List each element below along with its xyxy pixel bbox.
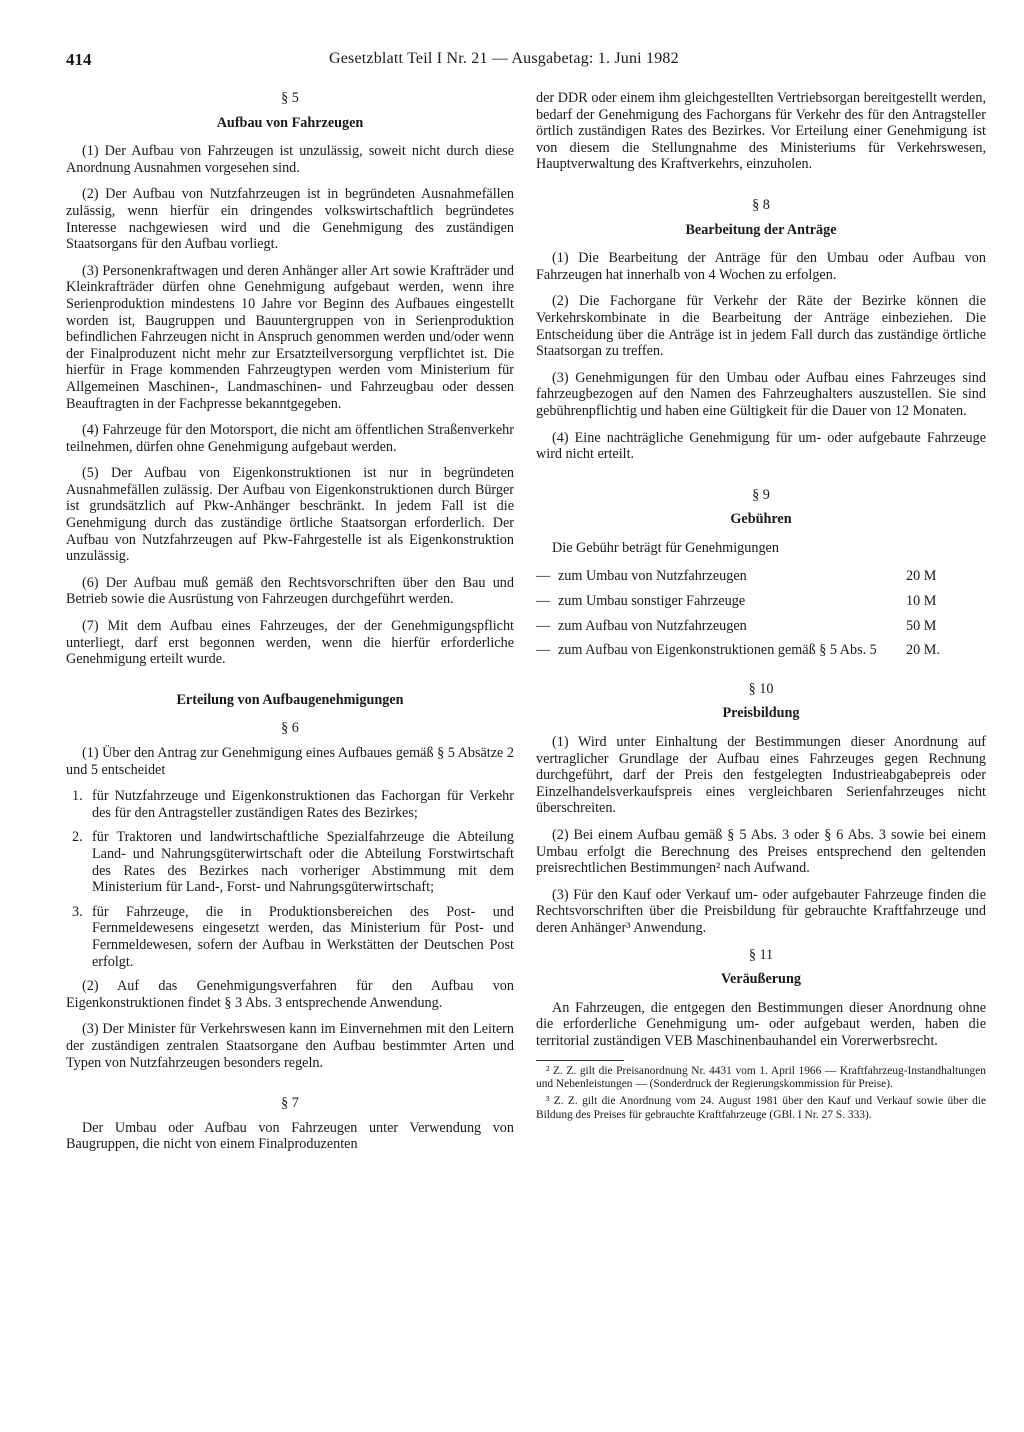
section-number: § 9 <box>752 486 770 503</box>
list-text: für Traktoren und landwirtschaftliche Spezialfahrzeuge die Abteilung Land- und Nahrungsgüterwirtschaft oder die Abteilung Forstwirtschaft des Rates des Bezirkes nach vorheriger Abstimmung mit dem Ministerium für Land-, Forst- und Nahrungsgüterwirtschaft; <box>92 829 514 896</box>
fee-row <box>536 618 986 635</box>
fee-row <box>536 568 986 585</box>
page-header <box>66 50 980 76</box>
fee-label: zum Umbau von Nutzfahrzeugen <box>558 568 747 585</box>
page-number: 414 <box>66 50 92 69</box>
section-title: Bearbeitung der Anträge <box>685 221 837 238</box>
paragraph: (2) Bei einem Aufbau gemäß § 5 Abs. 3 oder § 6 Abs. 3 sowie bei einem Umbau erfolgt die Berechnung des Preises entsprechend den geltenden preisrechtlichen Bestimmungen² nach Aufwand. <box>536 827 986 877</box>
fee-amount: 20 M. <box>906 642 940 659</box>
list-number: 1. <box>72 788 83 805</box>
footnote-divider <box>536 1060 624 1061</box>
list-item <box>66 788 514 821</box>
footnote: ³ Z. Z. gilt die Anordnung vom 24. August 1981 über den Kauf und Verkauf sowie über die Bildung des Preises für gebrauchte Kraftfahrzeuge (GBl. I Nr. 27 S. 333). <box>536 1095 986 1121</box>
section-title: Gebühren <box>730 511 792 528</box>
section-number: § 5 <box>281 90 299 106</box>
paragraph: An Fahrzeugen, die entgegen den Bestimmungen dieser Anordnung ohne die erforderliche Genehmigung um- oder aufgebaut werden, haben die territorial zuständigen VEB Maschinenbauhandel ein Vorerwerbsrecht. <box>536 999 986 1049</box>
running-title: Gesetzblatt Teil I Nr. 21 — Ausgabetag: 1. Juni 1982 <box>329 50 679 67</box>
fee-row <box>536 593 986 610</box>
section-number: § 7 <box>281 1095 299 1112</box>
paragraph: (2) Auf das Genehmigungsverfahren für den Aufbau von Eigenkonstruktionen findet § 3 Abs. 3 entsprechende Anwendung. <box>66 978 514 1011</box>
fee-label: zum Aufbau von Nutzfahrzeugen <box>558 617 747 634</box>
list-text: für Nutzfahrzeuge und Eigenkonstruktionen das Fachorgan für Verkehr des für den Antragsteller zuständigen Rates des Bezirkes; <box>92 788 514 821</box>
paragraph: (3) Genehmigungen für den Umbau oder Aufbau eines Fahrzeuges sind fahrzeugbezogen auf den Namen des Fahrzeughalters auszustellen. Sie sind gebührenpflichtig und haben eine Gültigkeit für die Dauer von 12 Monaten. <box>536 369 986 419</box>
paragraph: (4) Fahrzeuge für den Motorsport, die nicht am öffentlichen Straßenverkehr teilnehmen, dürfen ohne Genehmigung aufgebaut werden. <box>66 422 514 455</box>
left-column <box>66 90 514 1163</box>
list-text: für Fahrzeuge, die in Produktionsbereichen des Post- und Fernmeldewesens eingesetzt werden, das Ministerium für Post- und Fernmeldewesen, sofern der Aufbau in Werkstätten der Deutschen Post erfolgt. <box>92 903 514 970</box>
paragraph: (1) Über den Antrag zur Genehmigung eines Aufbaues gemäß § 5 Absätze 2 und 5 entscheidet <box>66 745 514 778</box>
list-number: 2. <box>72 829 83 846</box>
footnote: ² Z. Z. gilt die Preisanordnung Nr. 4431 vom 1. April 1966 — Kraftfahrzeug-Instandhaltungen und Nebenleistungen — (Sonderdruck der Regierungskommission für Preise). <box>536 1064 986 1090</box>
section-title: Aufbau von Fahrzeugen <box>216 114 364 131</box>
paragraph: Der Umbau oder Aufbau von Fahrzeugen unter Verwendung von Baugruppen, die nicht von einem Finalproduzenten <box>66 1119 514 1153</box>
fee-label: zum Umbau sonstiger Fahrzeuge <box>558 593 746 610</box>
paragraph: (2) Der Aufbau von Nutzfahrzeugen ist in begründeten Ausnahmefällen zulässig, wenn hierfür ein dringendes volkswirtschaftlich begründetes Interesse nachgewiesen wird und die Genehmigung des zuständigen Staatsorgans für den Aufbau vorliegt. <box>66 186 514 253</box>
paragraph: (5) Der Aufbau von Eigenkonstruktionen ist nur in begründeten Ausnahmefällen zulässig. Der Aufbau von Eigenkonstruktionen durch Bürger ist grundsätzlich auf Pkw-Anhänger beschränkt. In jedem Fall ist die Genehmigung durch das zuständige örtliche Staatsorgan erforderlich. Der Aufbau von Nutzfahrzeugen auf Pkw-Fahrgestelle ist als Eigenkonstruktion unzulässig. <box>66 465 514 565</box>
fee-dash: — <box>536 568 551 585</box>
paragraph: (3) Personenkraftwagen und deren Anhänger aller Art sowie Krafträder und Kleinkrafträder dürfen ohne Genehmigung aufgebaut werden, wenn ihre Serienproduktion mindestens 10 Jahre vor Beginn des Aufbaues eingestellt worden ist, Baugruppen und Bauuntergruppen von in Serienproduktion befindlichen Fahrzeugen nicht in Anspruch genommen werden und/oder wenn der Finalproduzent nicht mehr zur Ersatzteilversorgung verpflichtet ist. Die hierfür in Frage kommenden Fahrzeugtypen werden vom Ministerium für Allgemeinen Maschinen-, Landmaschinen- und Fahrzeugbau oder dessen Beauftragten in der Fachpresse bekanntgegeben. <box>66 262 514 412</box>
section-title: Preisbildung <box>722 705 800 722</box>
paragraph: (6) Der Aufbau muß gemäß den Rechtsvorschriften über den Bau und Betrieb sowie die Ausrüstung von Fahrzeugen durchgeführt werden. <box>66 574 514 608</box>
list-number: 3. <box>72 903 83 920</box>
paragraph: (3) Für den Kauf oder Verkauf um- oder aufgebauter Fahrzeuge finden die Rechtsvorschriften über die Preisbildung für gebrauchte Kraftfahrzeuge und deren Anhänger³ Anwendung. <box>536 886 986 936</box>
fee-dash: — <box>536 617 551 634</box>
paragraph: (3) Der Minister für Verkehrswesen kann im Einvernehmen mit den Leitern der zuständigen zentralen Staatsorgane den Aufbau bestimmter Arten und Typen von Nutzfahrzeugen besonders regeln. <box>66 1021 514 1071</box>
section-number: § 6 <box>281 720 299 737</box>
paragraph: (2) Die Fachorgane für Verkehr der Räte der Bezirke können die Verkehrskombinate in die Bearbeitung der Anträge einbeziehen. Die Entscheidung über die Anträge ist in jedem Fall durch das zuständige örtliche Staatsorgan zu treffen. <box>536 293 986 360</box>
fee-amount: 50 M <box>906 617 937 634</box>
right-column <box>536 90 986 1126</box>
section-number: § 11 <box>748 946 774 963</box>
paragraph: (1) Der Aufbau von Fahrzeugen ist unzulässig, soweit nicht durch diese Anordnung Ausnahmen vorgesehen sind. <box>66 143 514 176</box>
section-number: § 10 <box>748 680 774 697</box>
list-item <box>66 829 514 895</box>
fee-amount: 10 M <box>906 593 937 610</box>
fee-amount: 20 M <box>906 568 937 585</box>
paragraph: (4) Eine nachträgliche Genehmigung für um- oder aufgebaute Fahrzeuge wird nicht erteilt. <box>536 429 986 463</box>
fee-row <box>536 642 986 659</box>
paragraph: (1) Die Bearbeitung der Anträge für den Umbau oder Aufbau von Fahrzeugen hat innerhalb von 4 Wochen zu erfolgen. <box>536 250 986 283</box>
fee-label: zum Aufbau von Eigenkonstruktionen gemäß § 5 Abs. 5 <box>558 642 877 659</box>
paragraph: (1) Wird unter Einhaltung der Bestimmungen dieser Anordnung auf vertraglicher Grundlage der Aufbau eines Fahrzeuges gegen Rechnung durchgeführt, darf der Preis den festgelegten Industrieabgabepreis oder Einzelhandelsverkaufspreis eines vergleichbaren Serienfahrzeuges nicht überschreiten. <box>536 734 986 817</box>
section-heading: Erteilung von Aufbaugenehmigungen <box>176 691 404 708</box>
section-title: Veräußerung <box>721 971 801 988</box>
paragraph: der DDR oder einem ihm gleichgestellten Vertriebsorgan bereitgestellt werden, bedarf der Genehmigung des Fachorgans für Verkehr des für den Antragsteller örtlich zuständigen Rates des Bezirkes. Vor Erteilung einer Genehmigung ist von diesem die Stellungnahme des Ministeriums für Verkehrswesen, Hauptverwaltung des Kraftverkehrs, einzuholen. <box>536 90 986 173</box>
fee-dash: — <box>536 593 551 610</box>
list-item <box>66 904 514 970</box>
paragraph: (7) Mit dem Aufbau eines Fahrzeuges, der der Genehmigungspflicht unterliegt, darf erst begonnen werden, wenn die hierfür erforderliche Genehmigung erteilt wurde. <box>66 618 514 668</box>
section-number: § 8 <box>752 196 770 213</box>
fee-dash: — <box>536 642 551 659</box>
fee-intro: Die Gebühr beträgt für Genehmigungen <box>552 539 779 556</box>
